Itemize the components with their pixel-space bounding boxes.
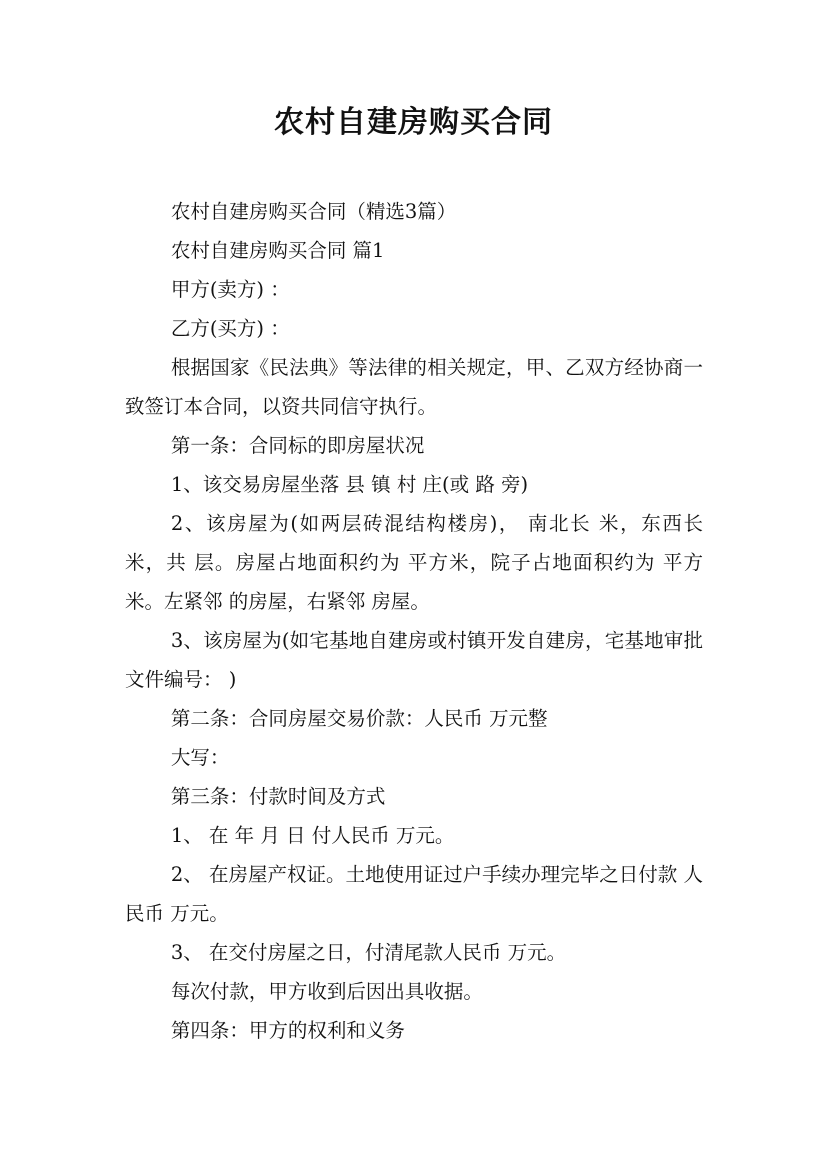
paragraph-article-1-item-1: 1、该交易房屋坐落 县 镇 村 庄(或 路 旁) — [170, 473, 529, 496]
paragraph-article-3: 第三条：付款时间及方式 — [170, 785, 386, 808]
paragraph-party-b: 乙方(买方) ： — [170, 317, 290, 340]
document-title: 农村自建房购买合同 — [274, 105, 553, 140]
paragraph-party-a: 甲方(卖方) ： — [170, 278, 290, 301]
paragraph-article-3-item-2: 2、 在房屋产权证。土地使用证过户手续办理完毕之日付款 人民币 万元。 — [125, 863, 703, 925]
paragraph-article-1: 第一条：合同标的即房屋状况 — [170, 434, 425, 457]
paragraph-article-2: 第二条：合同房屋交易价款：人民币 万元整 — [170, 707, 548, 730]
paragraph-article-4: 第四条：甲方的权利和义务 — [170, 1019, 405, 1042]
paragraph-subtitle: 农村自建房购买合同（精选3篇） — [170, 200, 457, 223]
paragraph-section-heading: 农村自建房购买合同 篇1 — [170, 239, 385, 262]
paragraph-article-3-item-3: 3、 在交付房屋之日，付清尾款人民币 万元。 — [170, 941, 567, 964]
paragraph-preamble: 根据国家《民法典》等法律的相关规定，甲、乙双方经协商一致签订本合同，以资共同信守执行。 — [125, 356, 703, 418]
paragraph-receipt-note: 每次付款，甲方收到后因出具收据。 — [170, 980, 483, 1003]
document-body — [125, 192, 703, 1050]
paragraph-article-1-item-3: 3、该房屋为(如宅基地自建房或村镇开发自建房，宅基地审批文件编号： ) — [125, 629, 703, 691]
paragraph-uppercase-amount: 大写： — [170, 746, 230, 769]
paragraph-article-3-item-1: 1、 在 年 月 日 付人民币 万元。 — [170, 824, 455, 847]
paragraph-article-1-item-2: 2、该房屋为(如两层砖混结构楼房)， 南北长 米，东西长 米，共 层。房屋占地面积约为 平方米，院子占地面积约为 平方米。左紧邻 的房屋，右紧邻 房屋。 — [125, 512, 703, 613]
